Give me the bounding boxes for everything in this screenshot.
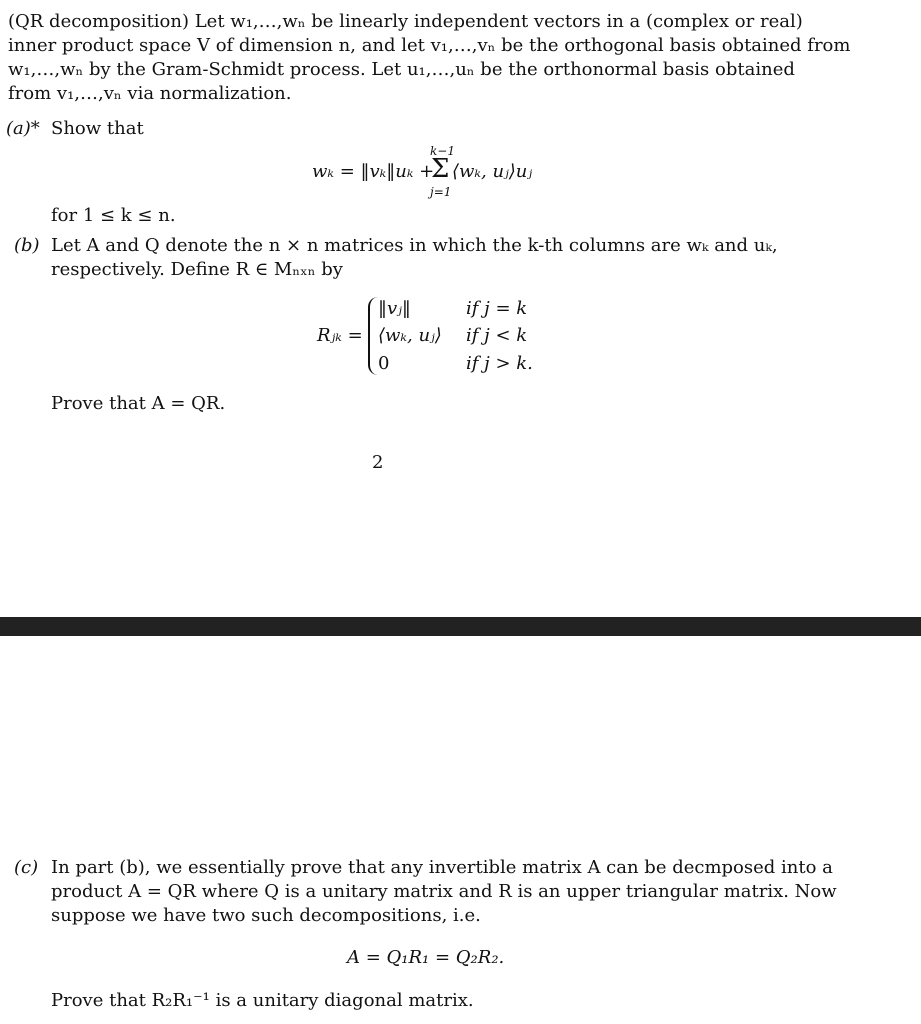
part-c-prove: Prove that R₂R₁⁻¹ is a unitary diagonal matrix. [51, 990, 474, 1011]
part-c-text-line: In part (b), we essentially prove that any invertible matrix A can be decmposed into a [51, 857, 833, 878]
page-number: 2 [372, 452, 384, 473]
intro-line: w₁,…,wₙ by the Gram-Schmidt process. Let u₁,…,uₙ be the orthonormal basis obtained [8, 59, 795, 80]
part-b-text-line: respectively. Define R ∈ Mₙₓₙ by [51, 259, 343, 280]
page-divider [0, 617, 921, 636]
part-a-label: (a)* [6, 118, 40, 139]
sum-upper-limit: k−1 [430, 144, 455, 158]
sum-term: ⟨wₖ, uⱼ⟩uⱼ [452, 161, 533, 182]
case-value: ⟨wₖ, uⱼ⟩ [378, 325, 442, 346]
sum-icon: Σ [431, 154, 450, 184]
part-c-text-line: suppose we have two such decompositions, i.e. [51, 905, 481, 926]
case-condition: if j = k [466, 298, 528, 319]
r-definition-lhs: Rⱼₖ = [317, 325, 363, 346]
part-b-prove: Prove that A = QR. [51, 393, 226, 414]
part-c-equation: A = Q₁R₁ = Q₂R₂. [347, 947, 505, 968]
case-value: ‖vⱼ‖ [378, 298, 411, 319]
part-a-prompt: Show that [51, 118, 144, 139]
equation-lhs: wₖ = ‖vₖ‖uₖ + [312, 161, 435, 182]
part-c-text-line: product A = QR where Q is a unitary matrix and R is an upper triangular matrix. Now [51, 881, 837, 902]
part-c-label: (c) [14, 857, 39, 878]
case-condition: if j > k. [466, 353, 533, 374]
part-a-condition: for 1 ≤ k ≤ n. [51, 205, 176, 226]
case-condition: if j < k [466, 325, 528, 346]
intro-line: (QR decomposition) Let w₁,…,wₙ be linearly independent vectors in a (complex or real) [8, 11, 803, 32]
intro-line: from v₁,…,vₙ via normalization. [8, 83, 292, 104]
part-b-label: (b) [14, 235, 40, 256]
case-value: 0 [378, 353, 390, 374]
sum-lower-limit: j=1 [430, 185, 452, 199]
intro-line: inner product space V of dimension n, and let v₁,…,vₙ be the orthogonal basis obtained from [8, 35, 851, 56]
intro-paragraph [8, 10, 851, 106]
part-b-text-line: Let A and Q denote the n × n matrices in which the k-th columns are wₖ and uₖ, [51, 235, 778, 256]
